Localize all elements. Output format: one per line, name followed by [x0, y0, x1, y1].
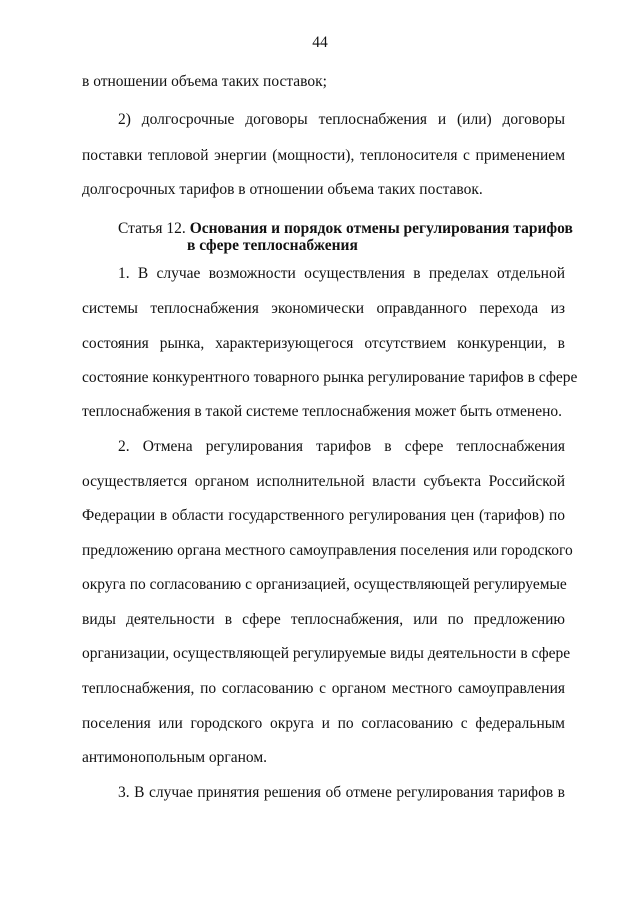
article-title-line2: в сфере теплоснабжения	[187, 237, 358, 254]
text-line: округа по согласованию с организацией, осуществляющей регулируемые	[82, 576, 567, 593]
article-prefix: Статья 12.	[118, 220, 186, 237]
text-line: поселения или городского округа и по согласованию с федеральным	[82, 715, 565, 732]
text-line: виды деятельности в сфере теплоснабжения, или по предложению	[82, 611, 565, 628]
article-title-line1: Основания и порядок отмены регулирования тарифов	[189, 220, 573, 237]
text-line: системы теплоснабжения экономически оправданного перехода из	[82, 300, 565, 317]
text-line: осуществляется органом исполнительной власти субъекта Российской	[82, 473, 565, 490]
article-heading	[118, 220, 573, 238]
article-heading-cont	[187, 237, 358, 255]
text-line: 2. Отмена регулирования тарифов в сфере теплоснабжения	[118, 438, 565, 455]
text-line: в отношении объема таких поставок;	[82, 73, 327, 90]
text-line: состояние конкурентного товарного рынка регулирование тарифов в сфере	[82, 369, 578, 386]
text-line: предложению органа местного самоуправления поселения или городского	[82, 542, 573, 559]
text-line: состояния рынка, характеризующегося отсутствием конкуренции, в	[82, 335, 565, 352]
text-line: организации, осуществляющей регулируемые виды деятельности в сфере	[82, 645, 571, 662]
text-line: 1. В случае возможности осуществления в пределах отдельной	[118, 265, 565, 282]
page-number: 44	[312, 34, 328, 51]
text-line: поставки тепловой энергии (мощности), теплоносителя с применением	[82, 147, 565, 164]
text-line: 2) долгосрочные договоры теплоснабжения и (или) договоры	[118, 111, 565, 128]
text-line: антимонопольным органом.	[82, 749, 268, 766]
text-line: теплоснабжения в такой системе теплоснабжения может быть отменено.	[82, 403, 563, 420]
text-line: долгосрочных тарифов в отношении объема таких поставок.	[82, 181, 483, 198]
text-line: 3. В случае принятия решения об отмене регулирования тарифов в	[118, 784, 565, 801]
text-line: Федерации в области государственного регулирования цен (тарифов) по	[82, 507, 565, 524]
text-line: теплоснабжения, по согласованию с органом местного самоуправления	[82, 680, 565, 697]
